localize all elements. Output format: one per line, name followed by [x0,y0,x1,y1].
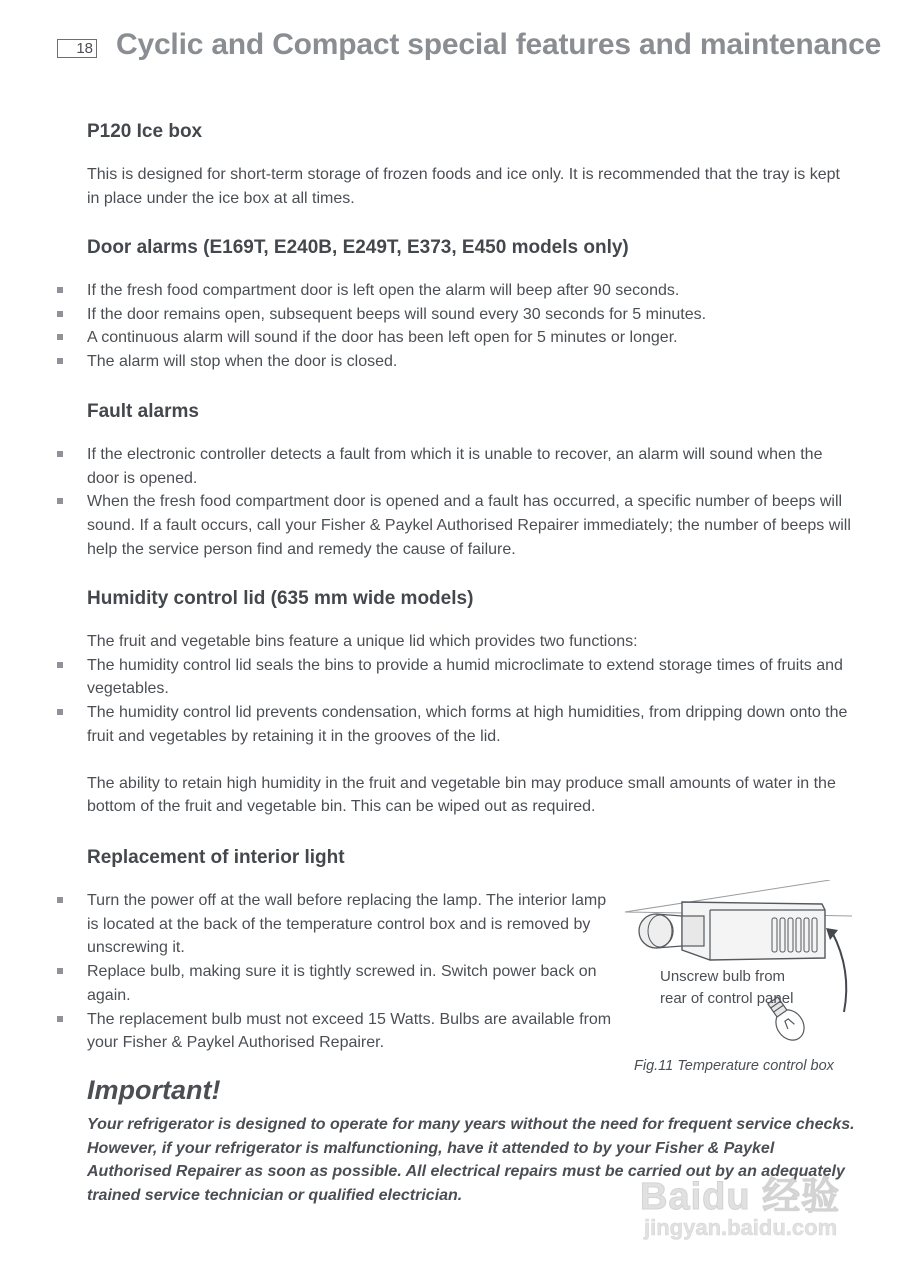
watermark-url: jingyan.baidu.com [644,1215,838,1240]
list-item: If the door remains open, subsequent beeps will sound every 30 seconds for 5 minutes. [87,303,852,327]
heading-ice-box: P120 Ice box [87,121,203,142]
bullet-icon [57,287,63,293]
bullet-icon [57,709,63,715]
temperature-control-box-figure [620,880,856,1085]
page-number: 18 [57,39,97,58]
list-item: If the electronic controller detects a fault from which it is unable to recover, an alarm will sound when the door is opened. [87,443,852,490]
section-door-alarms [87,234,852,374]
bullet-icon [57,311,63,317]
humidity-outro: The ability to retain high humidity in the fruit and vegetable bin may produce small amounts of water in the bottom of the fruit and vegetable bin. This can be wiped out as required. [87,774,836,816]
section-ice-box [87,118,852,210]
watermark [640,1165,860,1245]
section-humidity [87,585,852,819]
bullet-icon [57,897,63,903]
page-title: Cyclic and Compact special features and maintenance [116,28,882,61]
list-item: When the fresh food compartment door is opened and a fault has occurred, a specific number of beeps will sound. If a fault occurs, call your Fisher & Paykel Authorised Repairer immediately; the number of beeps will help the service person find and remedy the cause of failure. [87,490,852,561]
bullet-icon [57,1016,63,1022]
fault-alarms-list [87,443,852,562]
heading-door-alarms: Door alarms (E169T, E240B, E249T, E373, E450 models only) [87,237,629,258]
door-alarms-list [87,279,852,374]
bullet-icon [57,968,63,974]
list-item: The humidity control lid seals the bins to provide a humid microclimate to extend storage times of fruits and vegetables. [87,654,852,701]
important-text: Your refrigerator is designed to operate for many years without the need for frequent service checks. However, if your refrigerator is malfunctioning, have it attended to by your Fisher & Paykel Authorised Repairer as soon as possible. All electrical repairs must be carried out by an adequately trained service technician or qualified electrician. [87,1116,855,1205]
figure-label: Unscrew bulb from rear of control panel [660,968,794,1007]
ice-box-text: This is designed for short-term storage of frozen foods and ice only. It is recommended that the tray is kept in place under the ice box at all times. [87,166,840,207]
watermark-logo: Baidu 经验 [640,1176,841,1218]
list-item: The humidity control lid prevents condensation, which forms at high humidities, from dripping down onto the fruit and vegetables by retaining it in the grooves of the lid. [87,701,852,748]
list-item: If the fresh food compartment door is left open the alarm will beep after 90 seconds. [87,279,852,303]
interior-light-list [87,889,612,1055]
bullet-icon [57,451,63,457]
heading-fault-alarms: Fault alarms [87,401,199,422]
list-item: A continuous alarm will sound if the door has been left open for 5 minutes or longer. [87,326,852,350]
heading-interior-light: Replacement of interior light [87,847,345,868]
bullet-icon [57,498,63,504]
important-title: Important! [87,1075,221,1105]
figure-caption: Fig.11 Temperature control box [634,1058,834,1074]
list-item: Replace bulb, making sure it is tightly screwed in. Switch power back on again. [87,960,612,1007]
bullet-icon [57,358,63,364]
bullet-icon [57,334,63,340]
heading-humidity: Humidity control lid (635 mm wide models) [87,588,474,609]
humidity-intro: The fruit and vegetable bins feature a unique lid which provides two functions: [87,633,638,650]
humidity-list [87,654,852,749]
list-item: Turn the power off at the wall before replacing the lamp. The interior lamp is located at the back of the temperature control box and is removed by unscrewing it. [87,889,612,960]
bullet-icon [57,662,63,668]
list-item: The alarm will stop when the door is closed. [87,350,852,374]
list-item: The replacement bulb must not exceed 15 Watts. Bulbs are available from your Fisher & Paykel Authorised Repairer. [87,1008,612,1055]
section-fault-alarms [87,398,852,562]
